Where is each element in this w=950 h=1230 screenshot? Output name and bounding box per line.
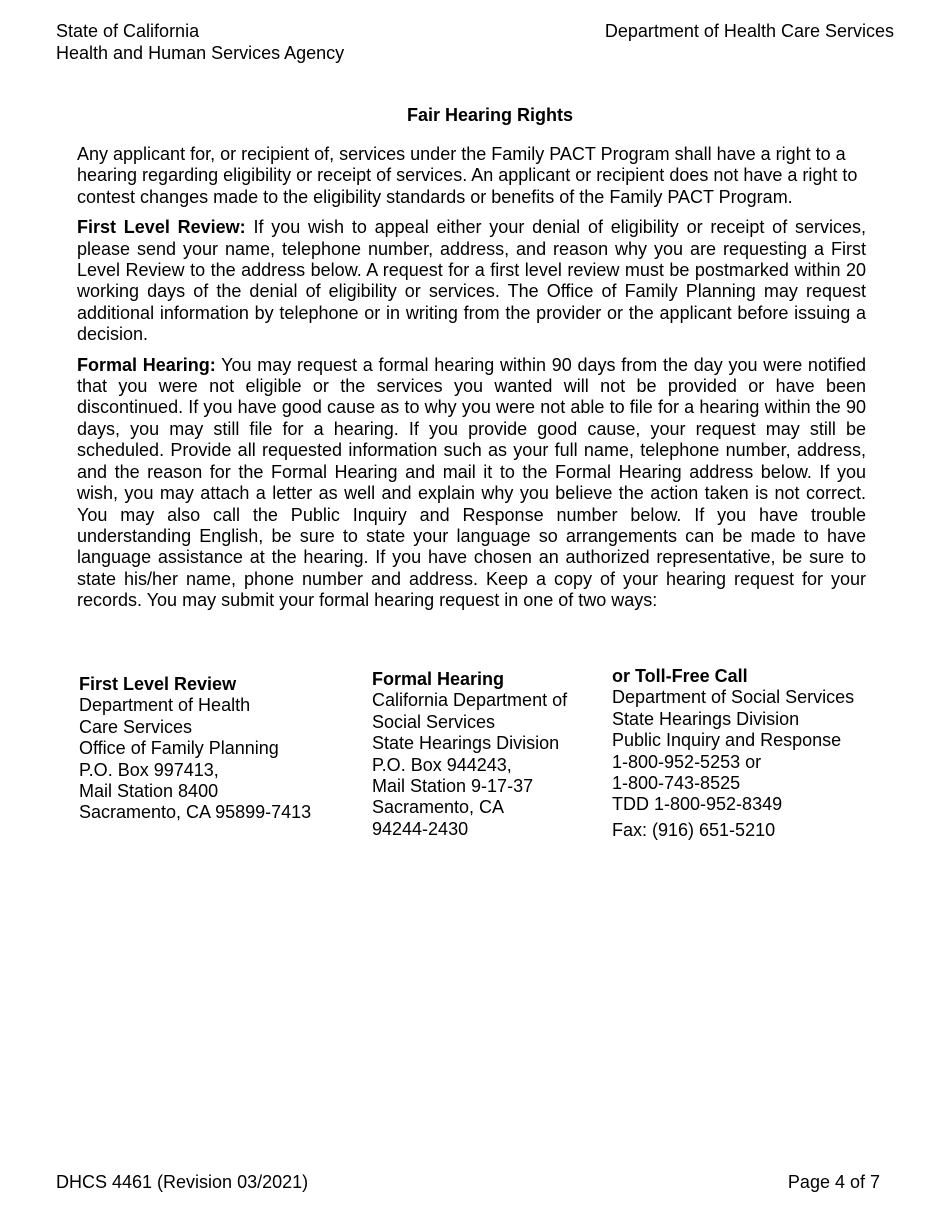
contact-line: Department of Social Services [612,687,855,708]
formal-hearing-label: Formal Hearing: [77,354,216,375]
contact-line: State Hearings Division [612,708,800,729]
address-line: Sacramento, CA [372,797,505,818]
page-number: Page 4 of 7 [787,1172,880,1192]
phone-number: 1-800-952-5253 or [612,751,762,772]
contact-line: Public Inquiry and Response [612,730,842,751]
formal-hearing-paragraph [77,355,866,612]
address-line: Social Services [372,711,496,732]
address-line: P.O. Box 944243, [372,754,512,775]
address-line: Department of Health [79,695,251,716]
first-level-address-title: First Level Review [79,674,237,694]
form-identifier: DHCS 4461 (Revision 03/2021) [56,1172,309,1192]
address-line: Care Services [79,716,193,737]
toll-free-title: or Toll-Free Call [612,666,748,686]
first-level-paragraph [77,217,866,345]
address-line: Sacramento, CA 95899-7413 [79,802,312,823]
header-agency-name: Health and Human Services Agency [56,43,345,63]
header-agency [56,20,344,64]
intro-paragraph: Any applicant for, or recipient of, services under the Family PACT Program shall have a right to a hearing regarding eligibility or receipt of services. An applicant or recipient does not have a right to contest changes made to the eligibility standards or benefits of the Family PACT Program. [77,144,858,207]
header-department: Department of Health Care Services [604,21,894,41]
address-line: Mail Station 9-17-37 [372,776,534,797]
first-level-address [79,674,311,824]
body-text [77,144,866,621]
address-line: Mail Station 8400 [79,781,219,802]
formal-hearing-address-title: Formal Hearing [372,669,505,689]
formal-hearing-text: You may request a formal hearing within 90 days from the day you were notified that you were not eligible or the services you wanted will not be provided or have been discontinued. If you have good cause as to why you were not able to file for a hearing within the 90 days, you may still file for a hearing. If you provide good cause, your request may still be scheduled. Provide all requested information such as your full name, telephone number, address, and the reason for the Formal Hearing and mail it to the Formal Hearing address below. If you wish, you may attach a letter as well and explain why you believe the action taken is not correct. You may also call the Public Inquiry and Response number below. If you have trouble understanding English, be sure to state your language so arrangements can be made to have language assistance at the hearing. If you have chosen an authorized representative, be sure to state his/her name, phone number and address. Keep a copy of your hearing request for your records. You may submit your formal hearing request in one of two ways: [77,354,866,611]
address-line: State Hearings Division [372,733,560,754]
first-level-text: If you wish to appeal either your denial of eligibility or receipt of services, please send your name, telephone number, address, and reason why you are requesting a First Level Review to the address below. A request for a first level review must be postmarked within 20 working days of the denial of eligibility or services. The Office of Family Planning may request additional information by telephone or in writing from the provider or the applicant before issuing a decision. [77,217,866,345]
page-title: Fair Hearing Rights [406,105,574,125]
tdd-number: TDD 1-800-952-8349 [612,794,783,815]
header-state: State of California [56,21,200,41]
first-level-label: First Level Review: [77,217,246,238]
address-line: Office of Family Planning [79,738,279,759]
address-line: California Department of [372,690,568,711]
fax-number: Fax: (916) 651-5210 [612,819,776,840]
toll-free-contact [612,666,854,841]
address-line: P.O. Box 997413, [79,759,219,780]
address-line: 94244-2430 [372,818,469,839]
formal-hearing-address [372,669,567,840]
phone-number: 1-800-743-8525 [612,773,741,794]
